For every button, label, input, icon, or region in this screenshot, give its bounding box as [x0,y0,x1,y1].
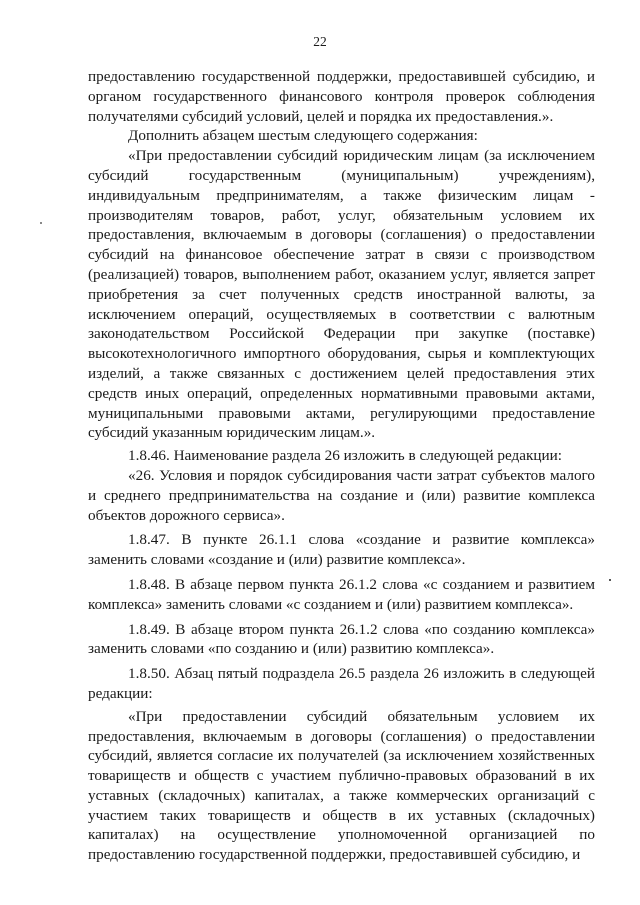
margin-dot [609,579,611,581]
document-body [88,67,595,865]
paragraph-1-8-47: 1.8.47. В пункте 26.1.1 слова «создание и развитие комплекса» заменить словами «создание и (или) развитие комплекса». [88,531,595,569]
paragraph-quote-consent: «При предоставлении субсидий обязательным условием их предоставления, включаемым в договоры (соглашения) о предоставлении субсидий, является согласие их получателей (за исключением хозяйственных товариществ и обществ с участием публично-правовых образований в их уставных (складочных) капиталах, а также коммерческих организаций с участием таких товариществ и обществ в их уставных (складочных) капиталах) на осуществление уполномоченной организацией по предоставлению государственной поддержки, предоставившей субсидию, и [88,707,595,864]
paragraph-1-8-49: 1.8.49. В абзаце втором пункта 26.1.2 слова «по созданию комплекса» заменить словами «по созданию и (или) развитию комплекса». [88,620,595,658]
margin-mark [40,222,42,224]
paragraph-section-26-title: «26. Условия и порядок субсидирования части затрат субъектов малого и среднего предпринимательства на создание и (или) развитие комплекса объектов дорожного сервиса». [88,466,595,524]
paragraph-1-8-50: 1.8.50. Абзац пятый подраздела 26.5 раздела 26 изложить в следующей редакции: [88,665,595,702]
paragraph-continuation: предоставлению государственной поддержки, предоставившей субсидию, и органом государственного финансового контроля проверок соблюдения получателями субсидий условий, целей и порядка их предоставления.». [88,68,595,125]
paragraph-add-sixth: Дополнить абзацем шестым следующего содержания: [128,127,478,145]
paragraph-quote-subsidies: «При предоставлении субсидий юридическим лицам (за исключением субсидий государственным (муниципальным) учреждениям), индивидуальным предпринимателям, а также физическим лицам - производителям товаров, работ, услуг, обязательным условием их предоставления, включаемым в договоры (соглашения) о предоставлении субсидий на финансовое обеспечение затрат в связи с производством (реализацией) товаров, выполнением работ, оказанием услуг, является запрет приобретения за счет полученных средств иностранной валюты, за исключением операций, осуществляемых в соответствии с валютным законодательством Российской Федерации при закупке (поставке) высокотехнологичного импортного оборудования, сырья и комплектующих изделий, а также связанных с достижением целей предоставления этих средств иных операций, определенных нормативными правовыми актами, муниципальными правовыми актами, регулирующими предоставление субсидий указанным юридическим лицам.». [88,147,595,442]
paragraph-1-8-48: 1.8.48. В абзаце первом пункта 26.1.2 слова «с созданием и развитием комплекса» заменить словами «с созданием и (или) развитием комплекса». [88,575,595,613]
page-number: 22 [313,34,327,49]
paragraph-1-8-46: 1.8.46. Наименование раздела 26 изложить в следующей редакции: [128,447,562,465]
